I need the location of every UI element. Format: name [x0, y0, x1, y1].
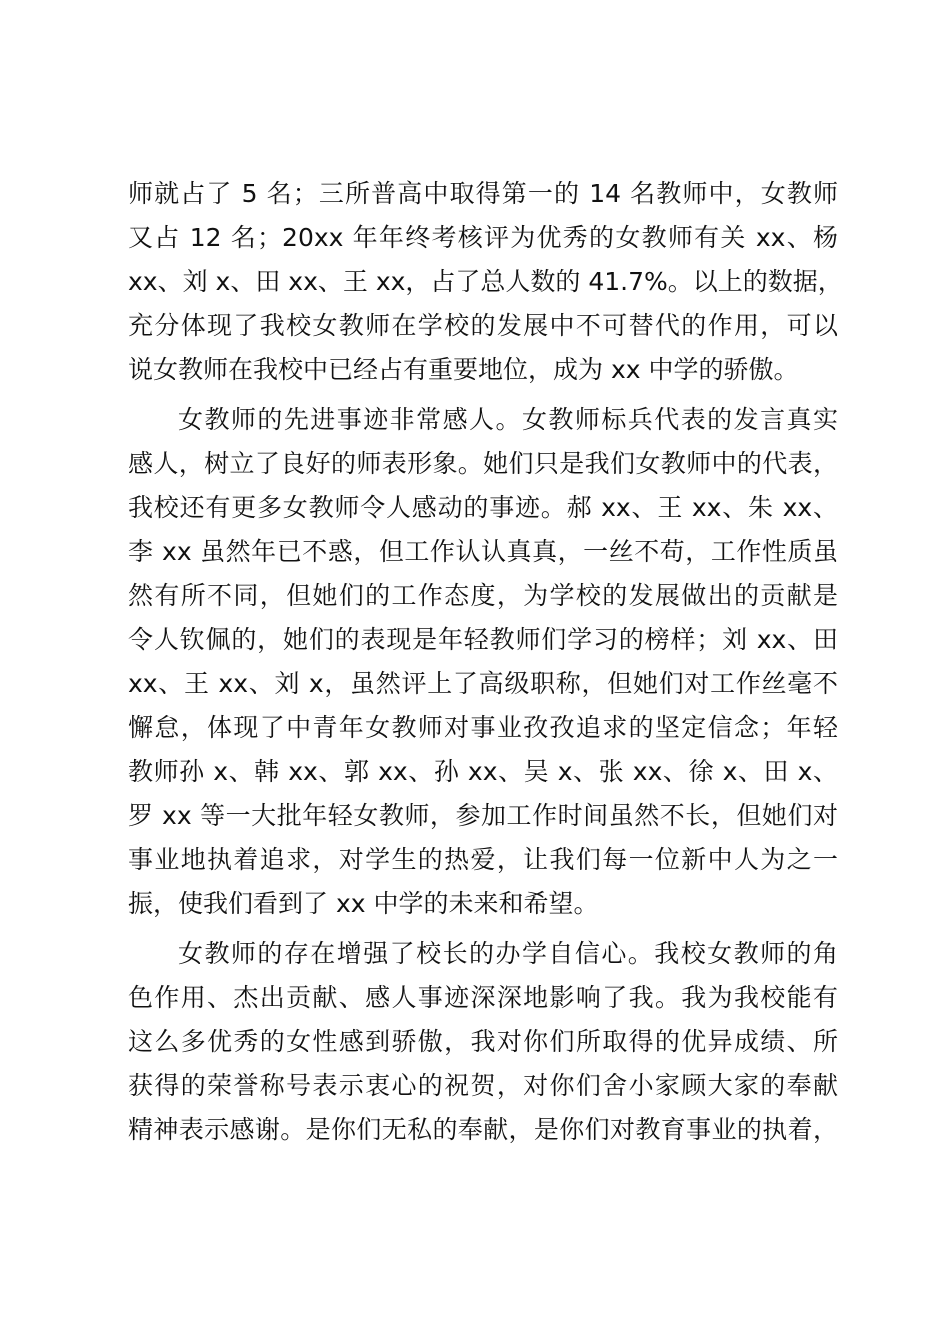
paragraph-line-22: 精神表示感谢。是你们无私的奉献，是你们对教育事业的执着，: [128, 1115, 838, 1144]
paragraph-line-21: 获得的荣誉称号表示衷心的祝贺，对你们舍小家顾大家的奉献: [128, 1071, 838, 1100]
paragraph-line-10: 然有所不同，但她们的工作态度，为学校的发展做出的贡献是: [128, 581, 838, 610]
paragraph-line-20: 这么多优秀的女性感到骄傲，我对你们所取得的优异成绩、所: [128, 1027, 838, 1056]
paragraph-line-9: 李 xx 虽然年已不惑，但工作认认真真，一丝不苟，工作性质虽: [128, 537, 838, 566]
paragraph-line-4: 充分体现了我校女教师在学校的发展中不可替代的作用，可以: [128, 311, 838, 340]
paragraph-line-14: 教师孙 x、韩 xx、郭 xx、孙 xx、吴 x、张 xx、徐 x、田 x、: [128, 757, 838, 786]
paragraph-line-16: 事业地执着追求，对学生的热爱，让我们每一位新中人为之一: [128, 845, 838, 874]
paragraph-line-13: 懈怠，体现了中青年女教师对事业孜孜追求的坚定信念；年轻: [128, 713, 838, 742]
paragraph-line-1: 师就占了 5 名；三所普高中取得第一的 14 名教师中，女教师: [128, 179, 838, 208]
paragraph-line-11: 令人钦佩的，她们的表现是年轻教师们学习的榜样；刘 xx、田: [128, 625, 838, 654]
paragraph-line-8: 我校还有更多女教师令人感动的事迹。郝 xx、王 xx、朱 xx、: [128, 493, 838, 522]
paragraph-line-2: 又占 12 名；20xx 年年终考核评为优秀的女教师有关 xx、杨: [128, 223, 838, 252]
paragraph-line-12: xx、王 xx、刘 x，虽然评上了高级职称，但她们对工作丝毫不: [128, 669, 838, 698]
paragraph-line-15: 罗 xx 等一大批年轻女教师，参加工作时间虽然不长，但她们对: [128, 801, 838, 830]
paragraph-line-6: 女教师的先进事迹非常感人。女教师标兵代表的发言真实: [178, 405, 838, 434]
paragraph-line-3: xx、刘 x、田 xx、王 xx，占了总人数的 41.7%。以上的数据，: [128, 267, 843, 296]
paragraph-line-19: 色作用、杰出贡献、感人事迹深深地影响了我。我为我校能有: [128, 983, 838, 1012]
paragraph-line-18: 女教师的存在增强了校长的办学自信心。我校女教师的角: [178, 939, 838, 968]
paragraph-line-17: 振，使我们看到了 xx 中学的未来和希望。: [128, 889, 599, 918]
paragraph-line-5: 说女教师在我校中已经占有重要地位，成为 xx 中学的骄傲。: [128, 355, 799, 384]
paragraph-line-7: 感人，树立了良好的师表形象。她们只是我们女教师中的代表，: [128, 449, 838, 478]
